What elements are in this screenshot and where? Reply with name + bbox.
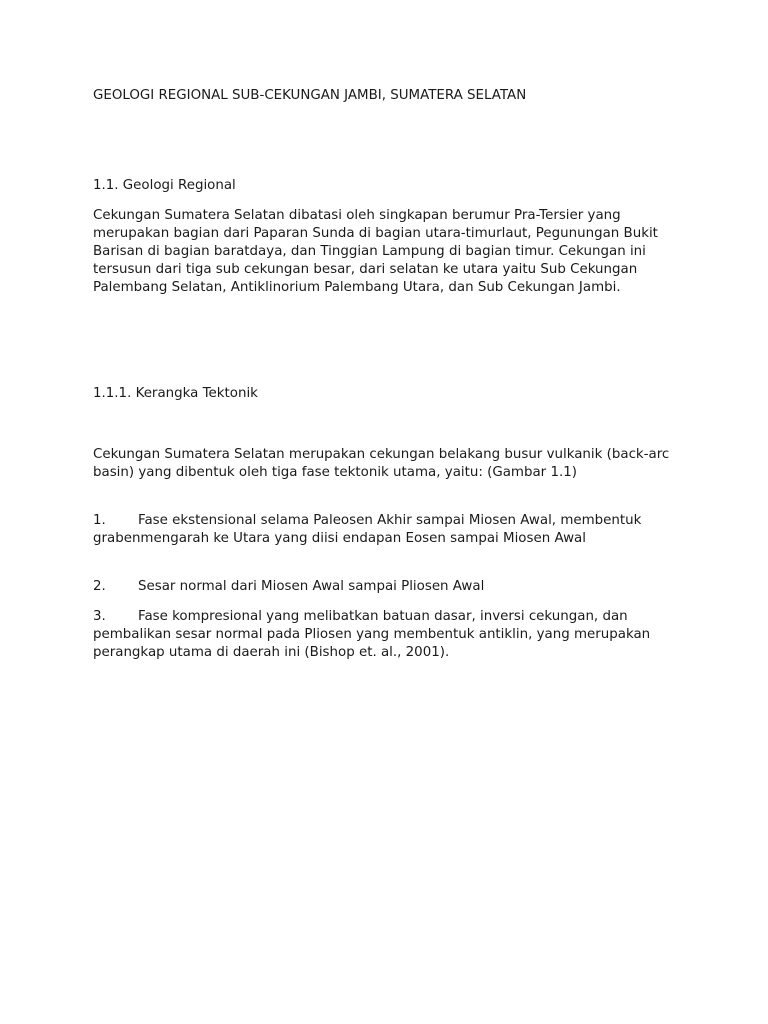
list-item-text: Fase ekstensional selama Paleosen Akhir sampai Miosen Awal, membentuk grabenmengarah ke Utara yang diisi endapan Eosen sampai Miosen Awal <box>93 513 642 546</box>
subsection-paragraph: Cekungan Sumatera Selatan merupakan cekungan belakang busur vulkanik (back-arc basin) yang dibentuk oleh tiga fase tektonik utama, yaitu: (Gambar 1.1) <box>93 447 670 480</box>
list-item-number: 2. <box>93 579 106 594</box>
subsection-heading: 1.1.1. Kerangka Tektonik <box>93 386 258 401</box>
section-heading: 1.1. Geologi Regional <box>93 178 236 193</box>
list-item-number: 1. <box>93 513 106 528</box>
list-item <box>93 512 683 548</box>
list-item-text: Sesar normal dari Miosen Awal sampai Pliosen Awal <box>138 579 485 594</box>
list-item-number: 3. <box>93 609 106 624</box>
document-title: GEOLOGI REGIONAL SUB-CEKUNGAN JAMBI, SUMATERA SELATAN <box>93 88 527 103</box>
list-item-text: Fase kompresional yang melibatkan batuan dasar, inversi cekungan, dan pembalikan sesar normal pada Pliosen yang membentuk antiklin, yang merupakan perangkap utama di daerah ini (Bishop et. al., 2001). <box>93 609 651 660</box>
list-item <box>93 608 683 662</box>
section-paragraph: Cekungan Sumatera Selatan dibatasi oleh singkapan berumur Pra-Tersier yang merupakan bagian dari Paparan Sunda di bagian utara-timurlaut, Pegunungan Bukit Barisan di bagian baratdaya, dan Tinggian Lampung di bagian timur. Cekungan ini tersusun dari tiga sub cekungan besar, dari selatan ke utara yaitu Sub Cekungan Palembang Selatan, Antiklinorium Palembang Utara, dan Sub Cekungan Jambi. <box>93 208 658 295</box>
list-item <box>93 578 683 596</box>
